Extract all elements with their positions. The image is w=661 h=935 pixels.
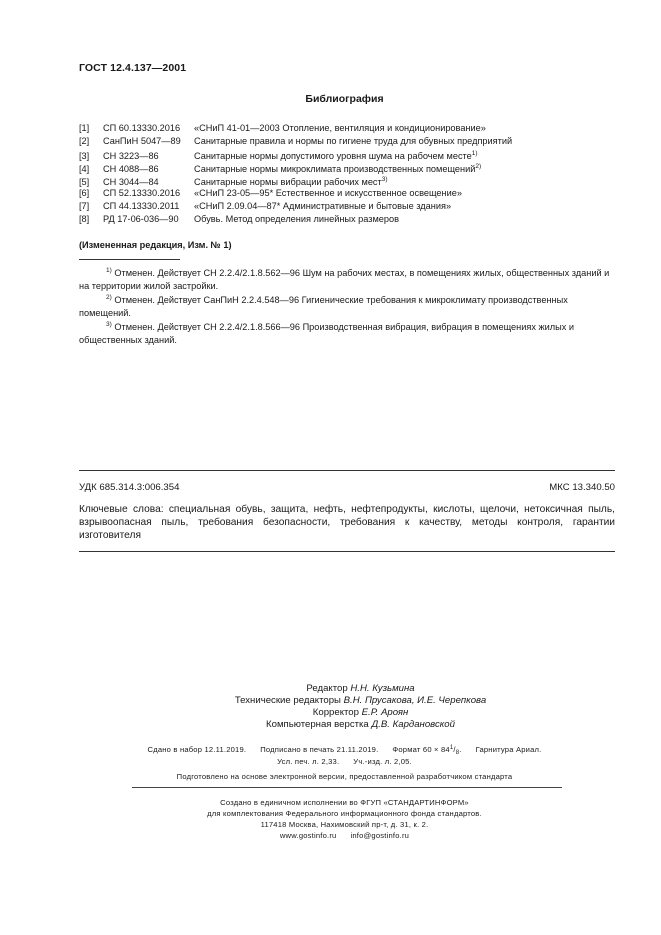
classification-bottom-rule: [79, 551, 615, 552]
bibliography-item: [1] СП 60.13330.2016 «СНиП 41-01—2003 Отопление, вентиляция и кондиционирование»: [79, 123, 486, 133]
mks-code: МКС 13.340.50: [549, 482, 615, 493]
footnote: $^{2)}$ Отменен. Действует СанПиН 2.2.4.548—96 Гигиенические требования к микроклимату производственных помещений.: [79, 294, 568, 318]
bibliography-item: [5] СН 3044—84 Санитарные нормы вибрации рабочих мест$^{3)}$: [79, 176, 388, 187]
bibliography-item: [8] РД 17-06-036—90 Обувь. Метод определения линейных размеров: [79, 214, 400, 224]
udk-code: УДК 685.314.3:006.354: [79, 482, 180, 493]
publisher-website[interactable]: www.gostinfo.ru: [279, 831, 337, 840]
publisher-contacts: [0, 830, 661, 841]
publisher-address: 117418 Москва, Нахимовский пр-т, д. 31, к. 2.: [260, 820, 429, 829]
footnote: $^{3)}$ Отменен. Действует СН 2.2.4/2.1.8.566—96 Производственная вибрация, вибрация в помещениях жилых и общественных зданий.: [79, 321, 574, 345]
document-header: ГОСТ 12.4.137—2001: [79, 62, 187, 74]
credit-layout: Компьютерная верстка Д.В. Кардановской: [266, 719, 455, 730]
footnote: $^{1)}$ Отменен. Действует СН 2.2.4/2.1.8.562—96 Шум на рабочих местах, в помещениях жилых, общественных зданий и на территории жилой застройки.: [79, 267, 610, 291]
prepared-note: Подготовлено на основе электронной версии, предоставленной разработчиком стандарта: [176, 772, 513, 781]
footnote-divider: [79, 259, 180, 260]
imprint-line: Сдано в набор 12.11.2019. Подписано в печать 21.11.2019. Формат $60 \times 84^1/_8$. Гарнитура Ариал.: [147, 745, 542, 756]
publisher-line: для комплектования Федерального информационного фонда стандартов.: [207, 809, 482, 818]
bibliography-item: [6] СП 52.13330.2016 «СНиП 23-05—95* Естественное и искусственное освещение»: [79, 188, 462, 198]
bibliography-item: [4] СН 4088—86 Санитарные нормы микроклимата производственных помещений$^{2)}$: [79, 163, 482, 174]
bibliography-title: Библиография: [305, 93, 384, 105]
credit-tech-editors: Технические редакторы В.Н. Прусакова, И.Е. Черепкова: [234, 695, 487, 706]
publisher-email[interactable]: info@gostinfo.ru: [350, 831, 410, 840]
keywords: Ключевые слова: специальная обувь, защита, нефть, нефтепродукты, кислоты, щелочи, нетоксичная пыль, взрывоопасная пыль, требования безопасности, требования к качеству, методы контроля, гарантии изготовителя: [79, 504, 615, 541]
imprint-sheets: Усл. печ. л. 2,33. Уч.-изд. л. 2,05.: [277, 757, 412, 766]
bibliography-item: [3] СН 3223—86 Санитарные нормы допустимого уровня шума на рабочем месте$^{1)}$: [79, 150, 478, 161]
classification-top-rule: [79, 470, 615, 471]
credit-corrector: Корректор Е.Р. Ароян: [312, 707, 409, 718]
publisher-line: Создано в единичном исполнении во ФГУП «СТАНДАРТИНФОРМ»: [220, 798, 469, 807]
credit-editor: Редактор Н.Н. Кузьмина: [306, 683, 415, 694]
bibliography-item: [2] СанПиН 5047—89 Санитарные правила и нормы по гигиене труда для обувных предприятий: [79, 136, 513, 146]
imprint-divider: [132, 787, 562, 788]
bibliography-item: [7] СП 44.13330.2011 «СНиП 2.09.04—87* Административные и бытовые здания»: [79, 201, 452, 211]
amendment-note: (Измененная редакция, Изм. № 1): [79, 240, 232, 250]
